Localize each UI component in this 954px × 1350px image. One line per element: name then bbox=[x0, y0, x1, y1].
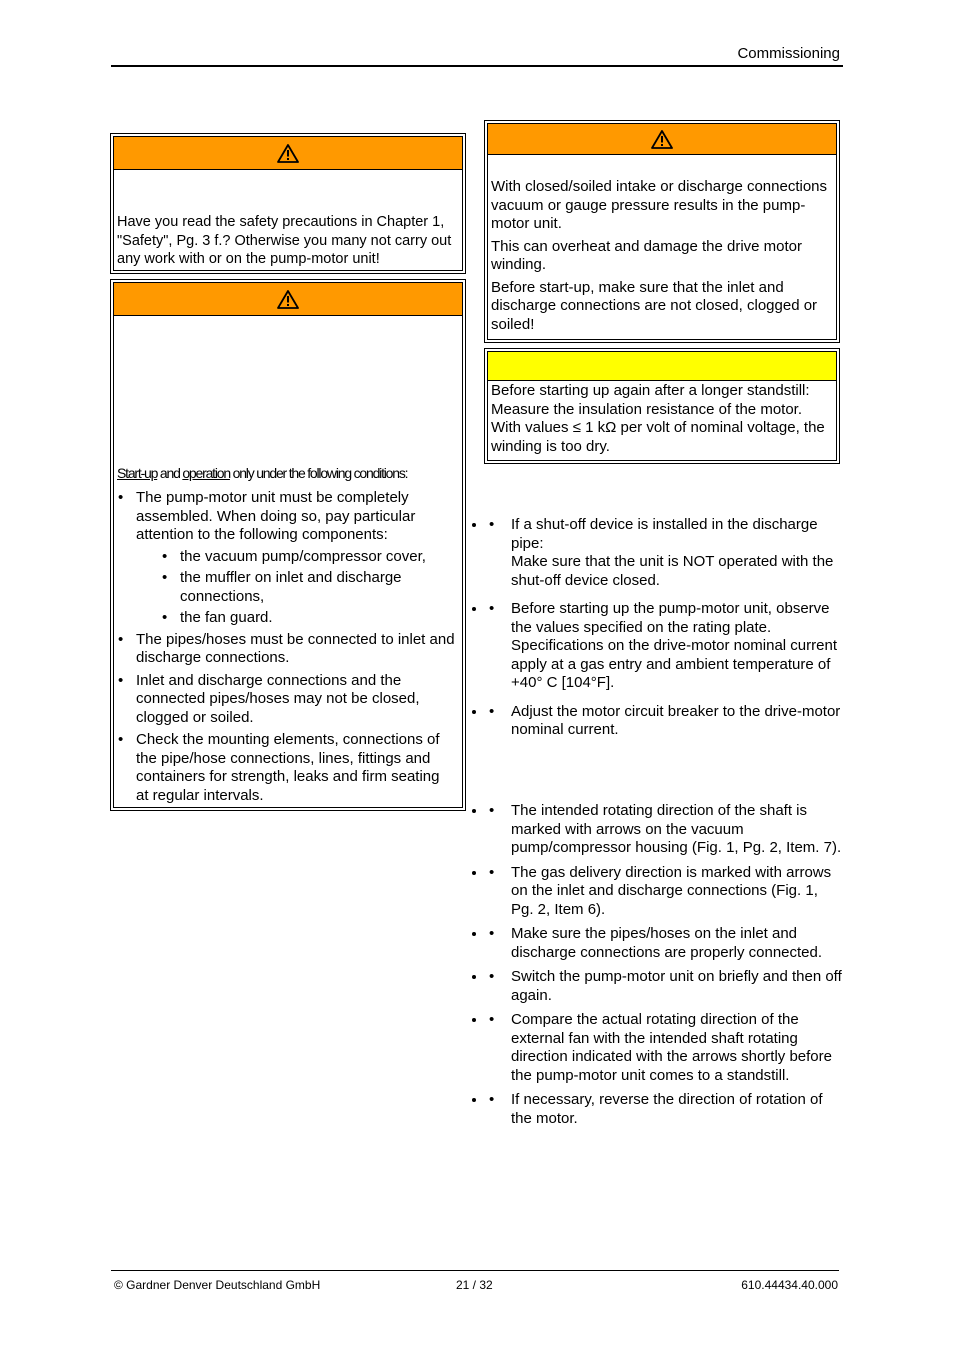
list-item: • • Before starting up the pump-motor unit, observe the values specified on the rating plate. Specifications on the drive-motor nominal current apply at a gas entry and ambient temperature of +40° C [104°F]. bbox=[487, 600, 843, 693]
list-item: • • The intended rotating direction of the shaft is marked with arrows on the vacuum pump/compressor housing (Fig. 1, Pg. 2, Item. 7). bbox=[487, 802, 843, 858]
conditions-list bbox=[114, 489, 456, 805]
list-item: • • The gas delivery direction is marked with arrows on the inlet and discharge connections (Fig. 1, Pg. 2, Item 6). bbox=[487, 864, 843, 920]
note-text: Before starting up again after a longer standstill: Measure the insulation resistance of the motor. With values ≤ 1 kΩ per volt of nominal voltage, the winding is too dry. bbox=[491, 382, 825, 455]
warning-paragraph: With closed/soiled intake or discharge connections vacuum or gauge pressure results in the pump-motor unit. bbox=[491, 178, 828, 232]
operating-conditions-warning-box bbox=[110, 279, 466, 811]
list-item: • • Adjust the motor circuit breaker to the drive-motor nominal current. bbox=[487, 703, 843, 740]
list-item: • The pipes/hoses must be connected to inlet and discharge connections. bbox=[114, 631, 456, 668]
section-title: Commissioning bbox=[737, 45, 840, 62]
list-item: • • If necessary, reverse the direction of rotation of the motor. bbox=[487, 1091, 843, 1128]
list-item: • Inlet and discharge connections and the connected pipes/hoses may not be closed, clogged or soiled. bbox=[114, 672, 456, 728]
safety-precautions-warning-box bbox=[110, 133, 466, 274]
list-item: • the muffler on inlet and discharge connections, bbox=[158, 569, 456, 606]
footer-copyright: © Gardner Denver Deutschland GmbH bbox=[114, 1278, 321, 1292]
note-bar bbox=[488, 352, 836, 381]
list-item: • • Compare the actual rotating direction of the external fan with the intended shaft rotating direction indicated with the arrows shortly before the pump-motor unit comes to a standstill. bbox=[487, 1011, 843, 1085]
overheat-warning-box bbox=[484, 120, 840, 343]
list-item: • • If a shut-off device is installed in the discharge pipe: Make sure that the unit is NOT operated with the shut-off device closed. bbox=[487, 516, 843, 590]
warning-triangle-icon bbox=[651, 129, 673, 149]
components-list bbox=[158, 548, 456, 628]
list-item: • the vacuum pump/compressor cover, bbox=[158, 548, 456, 567]
startup-steps-list bbox=[487, 516, 843, 751]
list-item: • The pump-motor unit must be completely assembled. When doing so, pay particular attention to the following components: • the vacuum pump/compressor cover, • the muffler on inlet and discharge connections, • the fan guard. bbox=[114, 489, 456, 628]
footer-rule bbox=[111, 1270, 839, 1271]
warning-paragraph: Before start-up, make sure that the inlet and discharge connections are not closed, clogged or soiled! bbox=[491, 278, 818, 333]
rotation-steps-list bbox=[487, 802, 843, 1139]
list-item: • • Switch the pump-motor unit on briefly and then off again. bbox=[487, 968, 843, 1005]
warning-bar bbox=[488, 124, 836, 155]
conditions-heading: Start-up and operation only under the following conditions: bbox=[117, 465, 408, 481]
page-number: 21 / 32 bbox=[456, 1278, 493, 1292]
list-item: • Check the mounting elements, connections of the pipe/hose connections, lines, fittings and containers for strength, leaks and firm seating at regular intervals. bbox=[114, 731, 456, 805]
insulation-note-box bbox=[484, 348, 840, 464]
warning-paragraph: This can overheat and damage the drive motor winding. bbox=[491, 237, 803, 273]
warning-triangle-icon bbox=[277, 143, 299, 163]
document-number: 610.44434.40.000 bbox=[741, 1278, 838, 1292]
header-rule bbox=[111, 65, 843, 67]
list-item: • the fan guard. bbox=[158, 609, 456, 628]
warning-triangle-icon bbox=[277, 289, 299, 309]
warning-text: Have you read the safety precautions in Chapter 1, "Safety", Pg. 3 f.? Otherwise you many not carry out any work with or on the pump-motor unit! bbox=[117, 214, 452, 267]
list-item: • • Make sure the pipes/hoses on the inlet and discharge connections are properly connected. bbox=[487, 925, 843, 962]
warning-bar bbox=[114, 283, 462, 316]
warning-bar bbox=[114, 137, 462, 170]
